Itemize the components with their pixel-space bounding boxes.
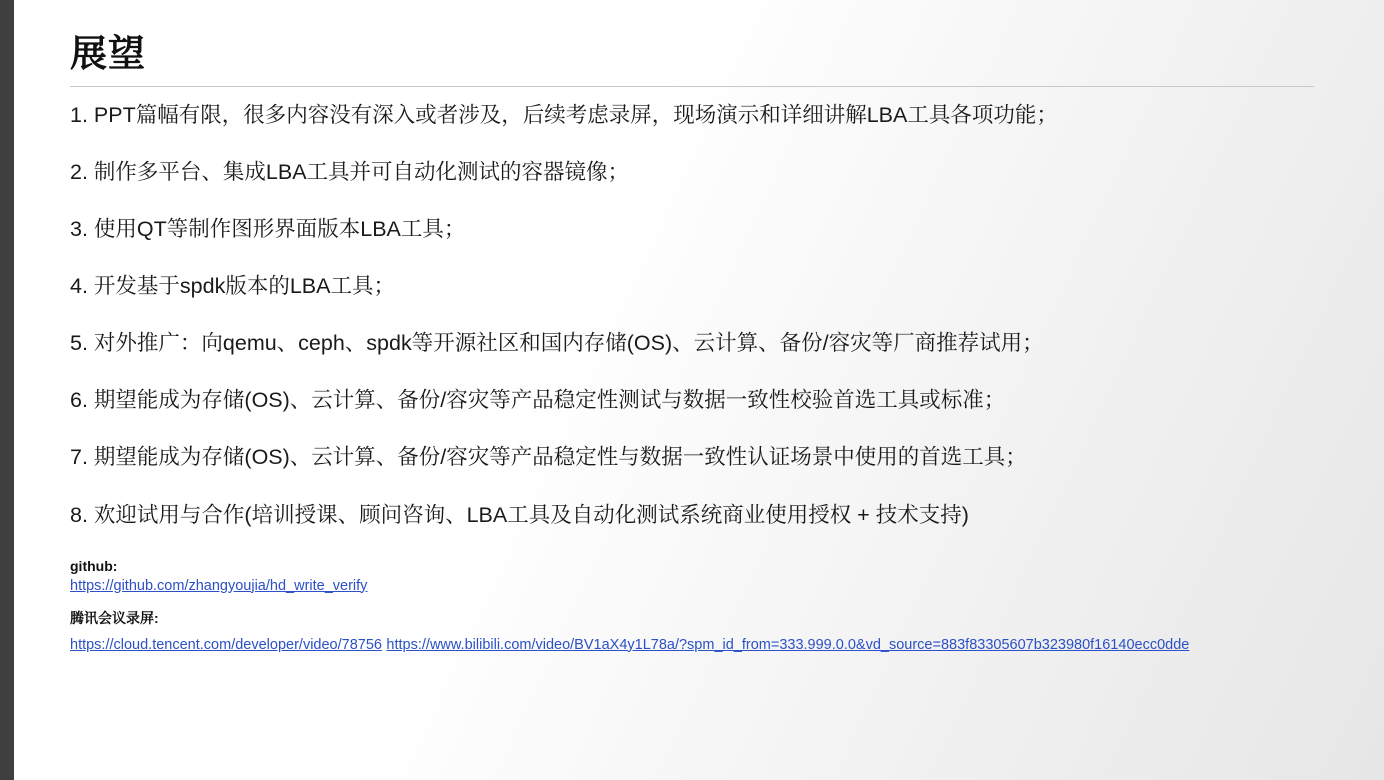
list-item: 3. 使用QT等制作图形界面版本LBA工具； [70,217,466,242]
github-link[interactable]: https://github.com/zhangyoujia/hd_write_verify [70,577,368,594]
list-item: 5. 对外推广：向qemu、ceph、spdk等开源社区和国内存储(OS)、云计算、备份/容灾等厂商推荐试用； [70,331,1044,356]
list-item: 1. PPT篇幅有限，很多内容没有深入或者涉及，后续考虑录屏，现场演示和详细讲解LBA工具各项功能； [70,103,1058,128]
list-item: 8. 欢迎试用与合作(培训授课、顾问咨询、LBA工具及自动化测试系统商业使用授权 + 技术支持) [70,502,969,527]
page-title: 展望 [70,33,146,74]
links-section [70,558,1344,667]
list-item: 6. 期望能成为存储(OS)、云计算、备份/容灾等产品稳定性测试与数据一致性校验首选工具或标准； [70,388,1006,413]
title-divider [70,86,1314,87]
list-item: 7. 期望能成为存储(OS)、云计算、备份/容灾等产品稳定性与数据一致性认证场景中使用的首选工具； [70,445,1027,470]
tencent-video-link[interactable]: https://cloud.tencent.com/developer/video/78756 [70,636,382,653]
bilibili-video-link[interactable]: https://www.bilibili.com/video/BV1aX4y1L78a/?spm_id_from=333.999.0.0&vd_source=883f83305607b323980f16140ecc0dde [386,636,1190,653]
github-label: github: [70,557,118,574]
list-item: 4. 开发基于spdk版本的LBA工具； [70,274,395,299]
tencent-meeting-label: 腾讯会议录屏: [70,609,159,626]
bullet-list [70,101,1344,529]
list-item: 2. 制作多平台、集成LBA工具并可自动化测试的容器镜像； [70,160,630,185]
slide-content [70,32,1344,770]
